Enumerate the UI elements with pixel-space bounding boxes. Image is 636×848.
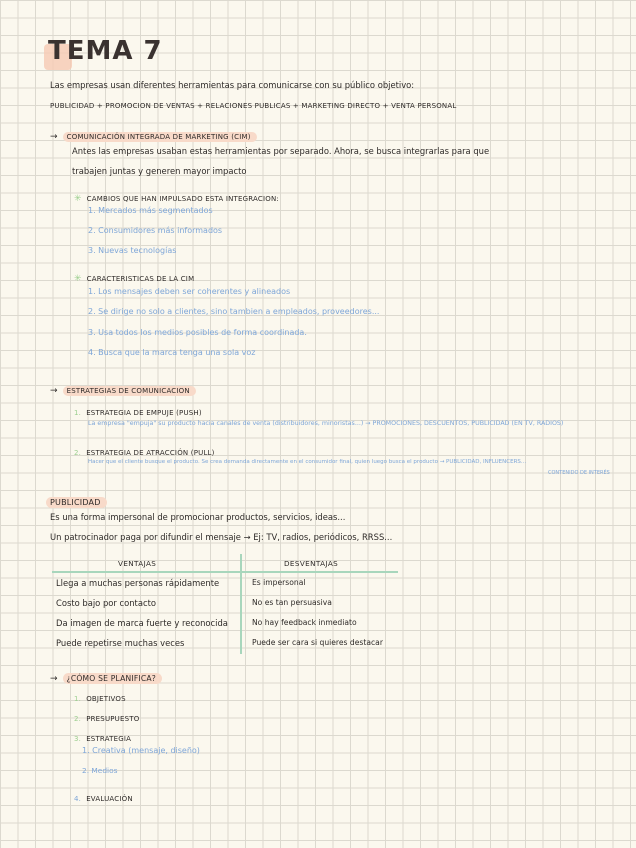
table-header-ventajas: VENTAJAS xyxy=(118,559,157,568)
planifica-heading: ¿CÓMO SE PLANIFICA? xyxy=(63,673,162,684)
cim-heading-row xyxy=(50,124,257,143)
cim-sub1-item: 3. Nuevas tecnologías xyxy=(88,246,177,255)
estrategia-push-row xyxy=(74,400,202,419)
planifica-label: EVALUACIÓN xyxy=(86,795,133,803)
planifica-subitem: 1. Creativa (mensaje, diseño) xyxy=(82,746,200,755)
estrategias-heading-row xyxy=(50,378,196,397)
estrategia-push-desc: La empresa "empuja" su producto hacia canales de venta (distribuidores, minoristas...) → PROMOCIONES, DESCUENTOS, PUBLICIDAD (EN TV, RADIOS) xyxy=(88,420,564,427)
cim-sub2-title: CARACTERISTICAS DE LA CIM xyxy=(86,275,195,283)
table-cell-desventaja: Es impersonal xyxy=(252,578,306,587)
cim-sub2-row xyxy=(74,266,194,285)
cim-paragraph-1: Antes las empresas usaban estas herramientas por separado. Ahora, se busca integrarlas para que xyxy=(72,146,490,156)
planifica-item xyxy=(74,786,133,805)
table-cell-desventaja: Puede ser cara si quieres destacar xyxy=(252,638,383,647)
planifica-item xyxy=(74,706,139,725)
planifica-label: ESTRATEGIA xyxy=(86,735,132,743)
intro-line-1: Las empresas usan diferentes herramientas para comunicarse con su público objetivo: xyxy=(50,80,415,90)
estrategia-pull-desc-2: CONTENIDO DE INTERÉS xyxy=(548,470,610,476)
planifica-item xyxy=(74,726,131,745)
table-cell-ventaja: Da imagen de marca fuerte y reconocida xyxy=(56,618,228,628)
estrategia-push-title: ESTRATEGIA DE EMPUJE (PUSH) xyxy=(86,409,202,417)
arrow-icon: → xyxy=(50,386,58,396)
estrategia-pull-title: ESTRATEGIA DE ATRACCIÓN (PULL) xyxy=(86,449,215,457)
asterisk-icon: ✳ xyxy=(74,274,82,284)
cim-sub2-item: 3. Usa todos los medios posibles de forma coordinada. xyxy=(88,328,307,337)
cim-sub2-item: 1. Los mensajes deben ser coherentes y alineados xyxy=(88,287,291,296)
estrategias-heading: ESTRATEGIAS DE COMUNICACION xyxy=(63,386,196,396)
page-title: TEMA 7 xyxy=(48,36,163,66)
estrategia-number: 2. xyxy=(74,449,82,457)
intro-line-2: PUBLICIDAD + PROMOCION DE VENTAS + RELACIONES PUBLICAS + MARKETING DIRECTO + VENTA PERSONAL xyxy=(50,102,457,110)
publicidad-heading-row xyxy=(46,490,107,509)
planifica-item xyxy=(74,686,126,705)
table-cell-ventaja: Puede repetirse muchas veces xyxy=(56,638,185,648)
arrow-icon: → xyxy=(50,674,58,684)
table-cell-desventaja: No es tan persuasiva xyxy=(252,598,332,607)
cim-sub1-title: CAMBIOS QUE HAN IMPULSADO ESTA INTEGRACION: xyxy=(86,195,279,203)
cim-heading: COMUNICACIÓN INTEGRADA DE MARKETING (CIM) xyxy=(63,132,257,142)
planifica-subitem: 2. Medios xyxy=(82,766,118,775)
publicidad-line-1: Es una forma impersonal de promocionar productos, servicios, ideas... xyxy=(50,512,346,522)
planifica-label: OBJETIVOS xyxy=(86,695,126,703)
cim-sub1-item: 2. Consumidores más informados xyxy=(88,226,223,235)
estrategia-number: 1. xyxy=(74,409,82,417)
planifica-number: 2. xyxy=(74,715,82,723)
cim-sub2-item: 4. Busca que la marca tenga una sola voz xyxy=(88,348,256,357)
planifica-number: 1. xyxy=(74,695,82,703)
planifica-number: 4. xyxy=(74,795,82,803)
table-header-desventajas: DESVENTAJAS xyxy=(284,559,339,568)
cim-sub1-item: 1. Mercados más segmentados xyxy=(88,206,213,215)
cim-paragraph-2: trabajen juntas y generen mayor impacto xyxy=(72,166,247,176)
cim-sub1-row xyxy=(74,186,279,205)
table-divider-vertical xyxy=(240,554,242,654)
table-cell-desventaja: No hay feedback inmediato xyxy=(252,618,357,627)
table-cell-ventaja: Costo bajo por contacto xyxy=(56,598,156,608)
estrategia-pull-desc: Hacer que el cliente busque el producto. Se crea demanda directamente en el consumidor final, quien luego busca el producto → PUBLICIDAD, INFLUENCERS... xyxy=(88,459,527,465)
planifica-number: 3. xyxy=(74,735,82,743)
asterisk-icon: ✳ xyxy=(74,194,82,204)
publicidad-line-2: Un patrocinador paga por difundir el mensaje → Ej: TV, radios, periódicos, RRSS... xyxy=(50,532,393,542)
arrow-icon: → xyxy=(50,132,58,142)
cim-sub2-item: 2. Se dirige no solo a clientes, sino tambien a empleados, proveedores... xyxy=(88,307,380,316)
table-divider-horizontal xyxy=(52,571,398,573)
planifica-label: PRESUPUESTO xyxy=(86,715,140,723)
planifica-heading-row xyxy=(50,666,162,685)
publicidad-heading: PUBLICIDAD xyxy=(46,497,107,508)
table-cell-ventaja: Llega a muchas personas rápidamente xyxy=(56,578,220,588)
estrategia-pull-row xyxy=(74,440,215,459)
